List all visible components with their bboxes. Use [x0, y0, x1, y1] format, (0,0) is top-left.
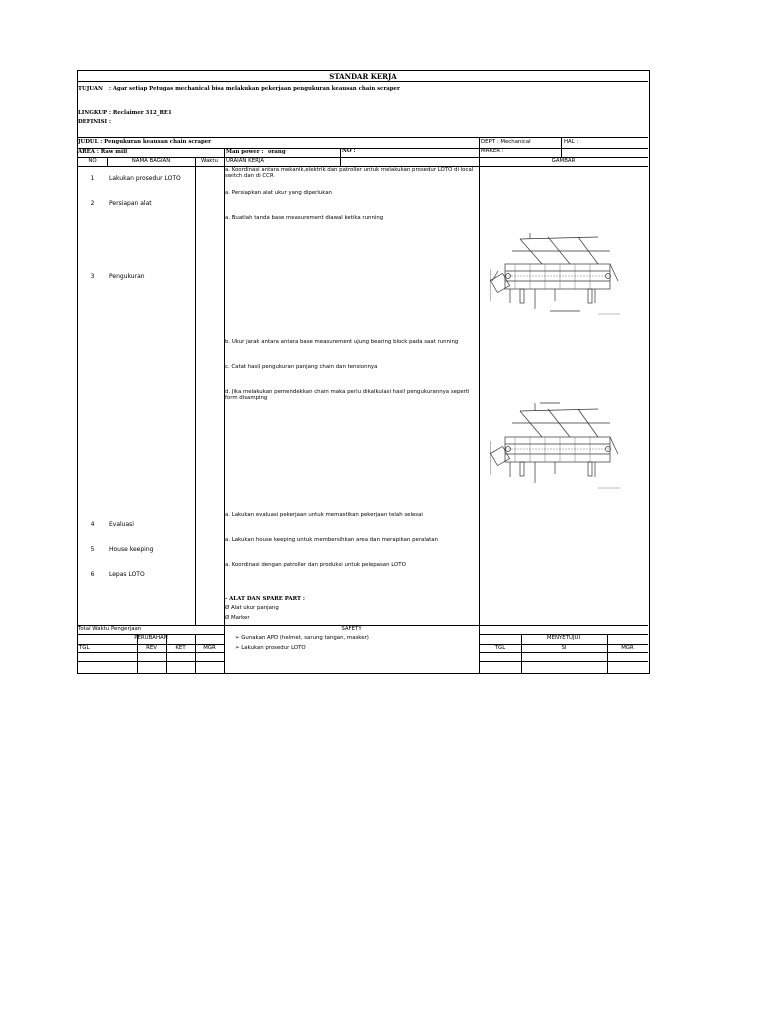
step-no-5: 5: [90, 546, 95, 553]
step-name-3: Pengukuran: [109, 273, 145, 280]
rule-judul: [78, 148, 648, 149]
document-title: STANDAR KERJA: [329, 72, 397, 81]
uraian-item: a. Koordinasi antara mekanik,elektrik dan patroller untuk melakukan prosedur LOTO di local switch dan di CCR: [225, 167, 474, 180]
manpower-label: Man power :: [226, 149, 264, 155]
rule-foot-3: [78, 661, 224, 662]
hal-field: HAL :: [564, 139, 579, 145]
rule-foot-2: [78, 652, 224, 653]
step-name-1: Lakukan prosedur LOTO: [109, 175, 181, 182]
uraian-item: a. Koordinasi dengan patroller dan produksi untuk pelepasan LOTO: [225, 562, 406, 568]
step-name-5: House keeping: [109, 546, 154, 553]
uraian-item: d. Jika melakukan pemendekkan chain maka perlu dikalkulasi hasil pengukurannya seperti form disamping: [225, 389, 470, 402]
rule-total: [78, 625, 648, 626]
step-name-4: Evaluasi: [109, 521, 134, 528]
step-no-2: 2: [90, 200, 95, 207]
rule-foot-3r: [479, 661, 648, 662]
chain-scraper-drawing-top: [490, 231, 630, 321]
manpower-value: orang: [268, 149, 286, 155]
definisi-text: :: [109, 119, 111, 125]
col-waktu-header: Waktu: [201, 158, 218, 164]
uraian-item: a. Lakukan house keeping untuk membersihkan area dan merapikan peralatan: [225, 537, 438, 543]
perubahan-header: PERUBAHAN: [134, 635, 168, 641]
safety-header: SAFETY: [341, 626, 362, 632]
col-nama-header: NAMA BAGIAN: [131, 158, 171, 164]
divider-gambar: [479, 137, 480, 673]
menyetujui-header: MENYETUJUI: [546, 635, 581, 641]
alat-title: - ALAT DAN SPARE PART :: [225, 596, 305, 602]
lingkup-text: : Reclaimer 312_RE1: [109, 110, 172, 116]
area-field: AREA : Raw mill: [78, 149, 128, 155]
total-waktu-label: Total Waktu Pengerjaan: [78, 626, 142, 632]
uraian-item: b. Ukur jarak antara antara base measurement ujung bearing block pada saat running: [225, 339, 459, 345]
safety-item: ➢ Gunakan APD (helmet, sarung tangan, masker): [235, 635, 369, 641]
rev-header: REV: [146, 645, 157, 651]
step-no-3: 3: [90, 273, 95, 280]
step-name-6: Lepas LOTO: [109, 571, 145, 578]
mgr-header: MGR: [203, 645, 216, 651]
rule-foot-2r: [479, 652, 648, 653]
rule-title: [78, 81, 648, 82]
uraian-item: a. Buatlah tanda base measurement diawal ketika running: [225, 215, 384, 221]
step-no-1: 1: [90, 175, 95, 182]
maker-field: MAKER :: [481, 148, 504, 154]
tgl-header: TGL: [79, 645, 90, 651]
uraian-item: a. Persiapkan alat ukur yang diperlukan: [225, 190, 333, 196]
col-no-header: NO: [88, 158, 97, 164]
step-no-4: 4: [90, 521, 95, 528]
no-field: NO :: [342, 148, 356, 154]
col-gambar-header: GAMBAR: [551, 158, 576, 164]
definisi-label: DEFINISI: [78, 119, 107, 125]
step-no-6: 6: [90, 571, 95, 578]
step-name-2: Persiapan alat: [109, 200, 152, 207]
rule-header: [78, 137, 648, 138]
col-uraian-header: URAIAN KERJA: [226, 158, 265, 164]
divider-no: [340, 148, 341, 166]
alat-item: Ø Alat ukur panjang: [225, 605, 279, 611]
divider-col-waktu: [195, 157, 196, 626]
judul-field: JUDUL : Pengukuran keausan chain scraper: [78, 139, 212, 145]
uraian-item: c. Catat hasil pengukuran panjang chain dan tensionnya: [225, 364, 378, 370]
uraian-item: a. Lakukan evaluasi pekerjaan untuk memastikan pekerjaan telah selesai: [225, 512, 423, 518]
divider-hal: [561, 137, 562, 157]
tujuan-text: : Agar setiap Petugas mechanical bisa melakukan pekerjaan pengukuran keausan chain scraper: [109, 86, 400, 92]
dept-field: DEPT : Mechanical: [481, 139, 531, 145]
chain-scraper-drawing-bottom: [490, 401, 630, 496]
si-header: SI: [561, 645, 567, 651]
ket-header: KET: [175, 645, 186, 651]
lingkup-label: LINGKUP: [78, 110, 108, 116]
standard-work-sheet: [77, 70, 650, 674]
safety-item: ➢ Lakukan prosedur LOTO: [235, 645, 306, 651]
mgr2-header: MGR: [621, 645, 634, 651]
tgl2-header: TGL: [494, 645, 506, 651]
tujuan-label: TUJUAN: [78, 86, 103, 92]
alat-item: Ø Marker: [225, 615, 250, 621]
